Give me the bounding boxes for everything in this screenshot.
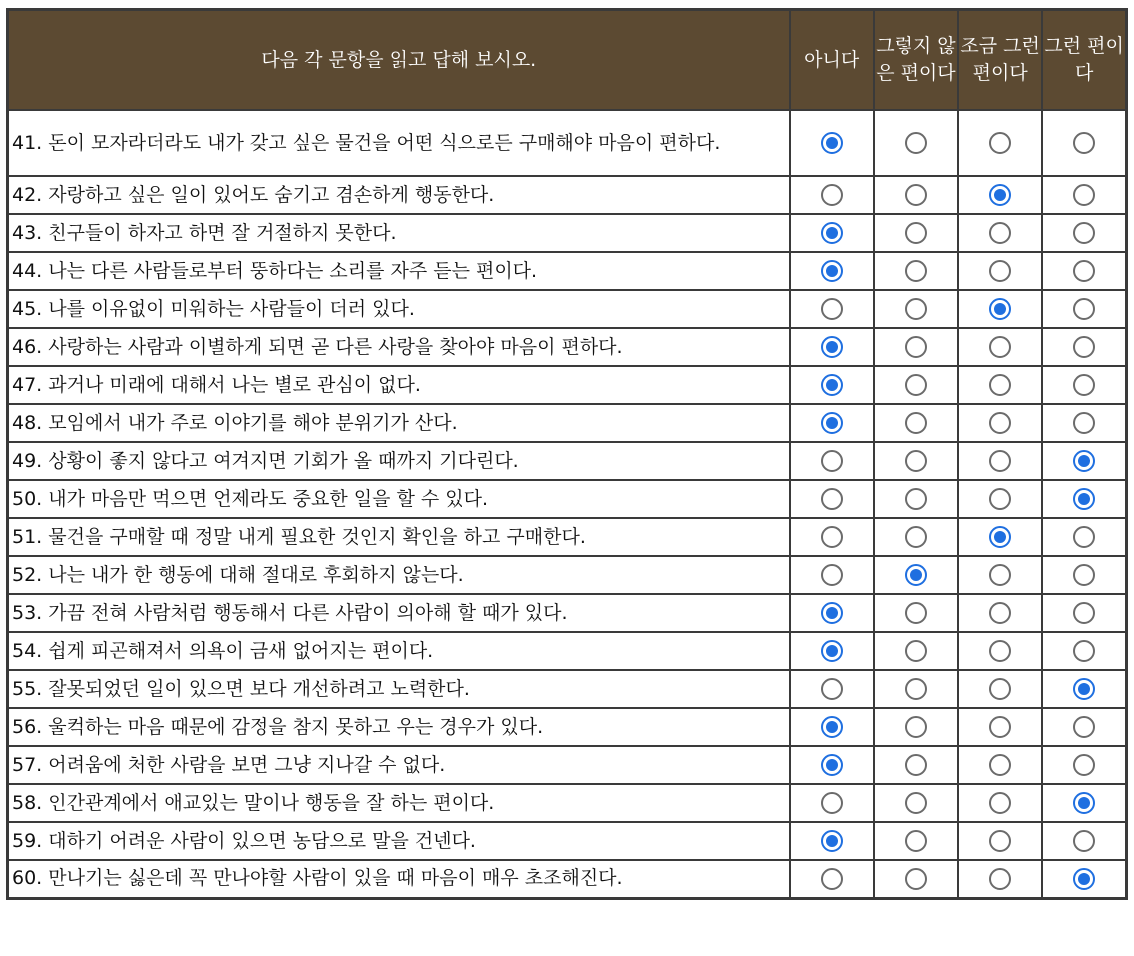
question-text: 59. 대하기 어려운 사람이 있으면 농담으로 말을 건넨다. <box>8 822 790 860</box>
option-cell <box>790 328 874 366</box>
option-cell <box>874 822 958 860</box>
question-text: 60. 만나기는 싫은데 꼭 만나야할 사람이 있을 때 마음이 매우 초조해진다. <box>8 860 790 898</box>
option-cell <box>790 176 874 214</box>
radio-option-1[interactable] <box>905 336 927 358</box>
question-text: 57. 어려움에 처한 사람을 보면 그냥 지나갈 수 없다. <box>8 746 790 784</box>
question-row <box>8 110 1127 176</box>
radio-option-3[interactable] <box>1073 868 1095 890</box>
option-cell <box>790 442 874 480</box>
radio-option-0[interactable] <box>821 640 843 662</box>
radio-option-0[interactable] <box>821 678 843 700</box>
option-cell <box>958 366 1042 404</box>
option-cell <box>874 252 958 290</box>
radio-option-2[interactable] <box>989 222 1011 244</box>
radio-option-3[interactable] <box>1073 602 1095 624</box>
option-cell <box>958 632 1042 670</box>
option-cell <box>790 708 874 746</box>
radio-option-3[interactable] <box>1073 222 1095 244</box>
option-cell <box>1042 110 1126 176</box>
option-cell <box>958 404 1042 442</box>
radio-option-3[interactable] <box>1073 450 1095 472</box>
option-cell <box>1042 290 1126 328</box>
radio-option-2[interactable] <box>989 564 1011 586</box>
radio-option-0[interactable] <box>821 602 843 624</box>
radio-option-0[interactable] <box>821 830 843 852</box>
option-cell <box>1042 518 1126 556</box>
radio-option-1[interactable] <box>905 754 927 776</box>
option-cell <box>1042 708 1126 746</box>
question-row <box>8 442 1127 480</box>
radio-option-3[interactable] <box>1073 260 1095 282</box>
option-cell <box>1042 860 1126 898</box>
question-row <box>8 328 1127 366</box>
question-text: 42. 자랑하고 싶은 일이 있어도 숨기고 겸손하게 행동한다. <box>8 176 790 214</box>
radio-option-2[interactable] <box>989 716 1011 738</box>
option-cell <box>790 594 874 632</box>
option-cell <box>958 328 1042 366</box>
question-text: 50. 내가 마음만 먹으면 언제라도 중요한 일을 할 수 있다. <box>8 480 790 518</box>
option-cell <box>958 110 1042 176</box>
option-cell <box>790 822 874 860</box>
radio-option-3[interactable] <box>1073 184 1095 206</box>
radio-option-1[interactable] <box>905 260 927 282</box>
radio-option-0[interactable] <box>821 868 843 890</box>
question-text: 41. 돈이 모자라더라도 내가 갖고 싶은 물건을 어떤 식으로든 구매해야 마음이 편하다. <box>8 110 790 176</box>
question-row <box>8 860 1127 898</box>
option-cell <box>1042 328 1126 366</box>
question-row <box>8 404 1127 442</box>
option-cell <box>958 252 1042 290</box>
option-cell <box>1042 746 1126 784</box>
option-cell <box>1042 366 1126 404</box>
option-cell <box>958 746 1042 784</box>
radio-option-3[interactable] <box>1073 716 1095 738</box>
radio-option-1[interactable] <box>905 716 927 738</box>
question-row <box>8 252 1127 290</box>
question-row <box>8 632 1127 670</box>
question-text: 44. 나는 다른 사람들로부터 뚱하다는 소리를 자주 듣는 편이다. <box>8 252 790 290</box>
question-row <box>8 784 1127 822</box>
radio-option-0[interactable] <box>821 336 843 358</box>
question-text: 48. 모임에서 내가 주로 이야기를 해야 분위기가 산다. <box>8 404 790 442</box>
question-row <box>8 366 1127 404</box>
question-row <box>8 480 1127 518</box>
radio-option-3[interactable] <box>1073 754 1095 776</box>
radio-option-3[interactable] <box>1073 336 1095 358</box>
option-cell <box>874 110 958 176</box>
radio-option-2[interactable] <box>989 792 1011 814</box>
question-text: 51. 물건을 구매할 때 정말 내게 필요한 것인지 확인을 하고 구매한다. <box>8 518 790 556</box>
option-cell <box>874 290 958 328</box>
option-cell <box>958 822 1042 860</box>
option-cell <box>958 594 1042 632</box>
radio-option-0[interactable] <box>821 526 843 548</box>
question-text: 58. 인간관계에서 애교있는 말이나 행동을 잘 하는 편이다. <box>8 784 790 822</box>
radio-option-0[interactable] <box>821 488 843 510</box>
option-cell <box>1042 480 1126 518</box>
question-row <box>8 556 1127 594</box>
question-list <box>8 110 1127 898</box>
option-cell <box>1042 176 1126 214</box>
option-cell <box>1042 214 1126 252</box>
radio-option-3[interactable] <box>1073 374 1095 396</box>
option-cell <box>790 556 874 594</box>
question-text: 43. 친구들이 하자고 하면 잘 거절하지 못한다. <box>8 214 790 252</box>
option-cell <box>958 708 1042 746</box>
option-cell <box>790 252 874 290</box>
radio-option-1[interactable] <box>905 678 927 700</box>
radio-option-2[interactable] <box>989 488 1011 510</box>
option-header-3: 그런 편이다 <box>1042 10 1126 111</box>
radio-option-2[interactable] <box>989 298 1011 320</box>
radio-option-0[interactable] <box>821 450 843 472</box>
question-text: 52. 나는 내가 한 행동에 대해 절대로 후회하지 않는다. <box>8 556 790 594</box>
option-cell <box>874 328 958 366</box>
option-cell <box>958 784 1042 822</box>
option-cell <box>790 290 874 328</box>
radio-option-0[interactable] <box>821 260 843 282</box>
option-cell <box>958 176 1042 214</box>
option-cell <box>874 404 958 442</box>
radio-option-2[interactable] <box>989 336 1011 358</box>
radio-option-2[interactable] <box>989 640 1011 662</box>
option-cell <box>1042 404 1126 442</box>
question-row <box>8 176 1127 214</box>
option-cell <box>1042 632 1126 670</box>
option-cell <box>874 442 958 480</box>
option-cell <box>1042 556 1126 594</box>
radio-option-2[interactable] <box>989 132 1011 154</box>
option-cell <box>874 784 958 822</box>
question-row <box>8 518 1127 556</box>
option-cell <box>1042 670 1126 708</box>
radio-option-2[interactable] <box>989 754 1011 776</box>
option-cell <box>790 860 874 898</box>
question-row <box>8 746 1127 784</box>
radio-option-3[interactable] <box>1073 132 1095 154</box>
question-row <box>8 290 1127 328</box>
option-cell <box>874 860 958 898</box>
radio-option-2[interactable] <box>989 450 1011 472</box>
header-row <box>8 10 1127 111</box>
radio-option-3[interactable] <box>1073 792 1095 814</box>
radio-option-1[interactable] <box>905 830 927 852</box>
question-text: 49. 상황이 좋지 않다고 여겨지면 기회가 올 때까지 기다린다. <box>8 442 790 480</box>
instruction-header: 다음 각 문항을 읽고 답해 보시오. <box>8 10 790 111</box>
option-cell <box>958 442 1042 480</box>
radio-option-2[interactable] <box>989 602 1011 624</box>
radio-option-2[interactable] <box>989 830 1011 852</box>
option-cell <box>1042 252 1126 290</box>
radio-option-3[interactable] <box>1073 488 1095 510</box>
option-header-1: 그렇지 않은 편이다 <box>874 10 958 111</box>
option-cell <box>874 556 958 594</box>
question-text: 45. 나를 이유없이 미워하는 사람들이 더러 있다. <box>8 290 790 328</box>
option-cell <box>958 214 1042 252</box>
radio-option-3[interactable] <box>1073 298 1095 320</box>
option-cell <box>874 708 958 746</box>
radio-option-3[interactable] <box>1073 830 1095 852</box>
survey-container <box>6 8 1128 900</box>
option-cell <box>790 670 874 708</box>
radio-option-1[interactable] <box>905 640 927 662</box>
radio-option-3[interactable] <box>1073 412 1095 434</box>
option-cell <box>874 214 958 252</box>
radio-option-0[interactable] <box>821 298 843 320</box>
option-cell <box>790 480 874 518</box>
question-text: 56. 울컥하는 마음 때문에 감정을 참지 못하고 우는 경우가 있다. <box>8 708 790 746</box>
radio-option-3[interactable] <box>1073 640 1095 662</box>
option-cell <box>958 518 1042 556</box>
option-cell <box>1042 784 1126 822</box>
option-cell <box>790 110 874 176</box>
option-header-0: 아니다 <box>790 10 874 111</box>
radio-option-2[interactable] <box>989 678 1011 700</box>
option-cell <box>1042 594 1126 632</box>
radio-option-1[interactable] <box>905 868 927 890</box>
question-text: 46. 사랑하는 사람과 이별하게 되면 곧 다른 사랑을 찾아야 마음이 편하다. <box>8 328 790 366</box>
radio-option-0[interactable] <box>821 132 843 154</box>
radio-option-1[interactable] <box>905 602 927 624</box>
question-row <box>8 708 1127 746</box>
radio-option-0[interactable] <box>821 754 843 776</box>
question-text: 55. 잘못되었던 일이 있으면 보다 개선하려고 노력한다. <box>8 670 790 708</box>
question-row <box>8 594 1127 632</box>
radio-option-3[interactable] <box>1073 526 1095 548</box>
option-cell <box>874 594 958 632</box>
question-text: 54. 쉽게 피곤해져서 의욕이 금새 없어지는 편이다. <box>8 632 790 670</box>
radio-option-2[interactable] <box>989 374 1011 396</box>
radio-option-0[interactable] <box>821 412 843 434</box>
option-header-2: 조금 그런 편이다 <box>958 10 1042 111</box>
option-cell <box>874 670 958 708</box>
option-cell <box>790 214 874 252</box>
option-cell <box>790 746 874 784</box>
radio-option-2[interactable] <box>989 868 1011 890</box>
radio-option-1[interactable] <box>905 526 927 548</box>
option-cell <box>958 480 1042 518</box>
radio-option-0[interactable] <box>821 716 843 738</box>
radio-option-3[interactable] <box>1073 564 1095 586</box>
radio-option-1[interactable] <box>905 222 927 244</box>
option-cell <box>790 404 874 442</box>
question-text: 47. 과거나 미래에 대해서 나는 별로 관심이 없다. <box>8 366 790 404</box>
option-cell <box>874 480 958 518</box>
question-row <box>8 822 1127 860</box>
radio-option-1[interactable] <box>905 184 927 206</box>
question-text: 53. 가끔 전혀 사람처럼 행동해서 다른 사람이 의아해 할 때가 있다. <box>8 594 790 632</box>
radio-option-1[interactable] <box>905 450 927 472</box>
radio-option-0[interactable] <box>821 184 843 206</box>
radio-option-2[interactable] <box>989 412 1011 434</box>
radio-option-1[interactable] <box>905 792 927 814</box>
radio-option-1[interactable] <box>905 298 927 320</box>
radio-option-1[interactable] <box>905 374 927 396</box>
option-cell <box>790 366 874 404</box>
radio-option-1[interactable] <box>905 412 927 434</box>
option-cell <box>874 746 958 784</box>
radio-option-0[interactable] <box>821 374 843 396</box>
option-cell <box>790 784 874 822</box>
option-cell <box>958 670 1042 708</box>
radio-option-0[interactable] <box>821 792 843 814</box>
option-cell <box>1042 442 1126 480</box>
radio-option-2[interactable] <box>989 260 1011 282</box>
option-cell <box>874 366 958 404</box>
radio-option-1[interactable] <box>905 564 927 586</box>
option-cell <box>1042 822 1126 860</box>
option-cell <box>874 176 958 214</box>
option-cell <box>958 556 1042 594</box>
radio-option-1[interactable] <box>905 488 927 510</box>
radio-option-0[interactable] <box>821 222 843 244</box>
option-cell <box>958 860 1042 898</box>
survey-table <box>6 8 1128 900</box>
radio-option-2[interactable] <box>989 526 1011 548</box>
option-cell <box>874 632 958 670</box>
radio-option-2[interactable] <box>989 184 1011 206</box>
option-cell <box>874 518 958 556</box>
radio-option-1[interactable] <box>905 132 927 154</box>
question-row <box>8 670 1127 708</box>
option-cell <box>958 290 1042 328</box>
option-cell <box>790 518 874 556</box>
option-cell <box>790 632 874 670</box>
radio-option-0[interactable] <box>821 564 843 586</box>
question-row <box>8 214 1127 252</box>
radio-option-3[interactable] <box>1073 678 1095 700</box>
